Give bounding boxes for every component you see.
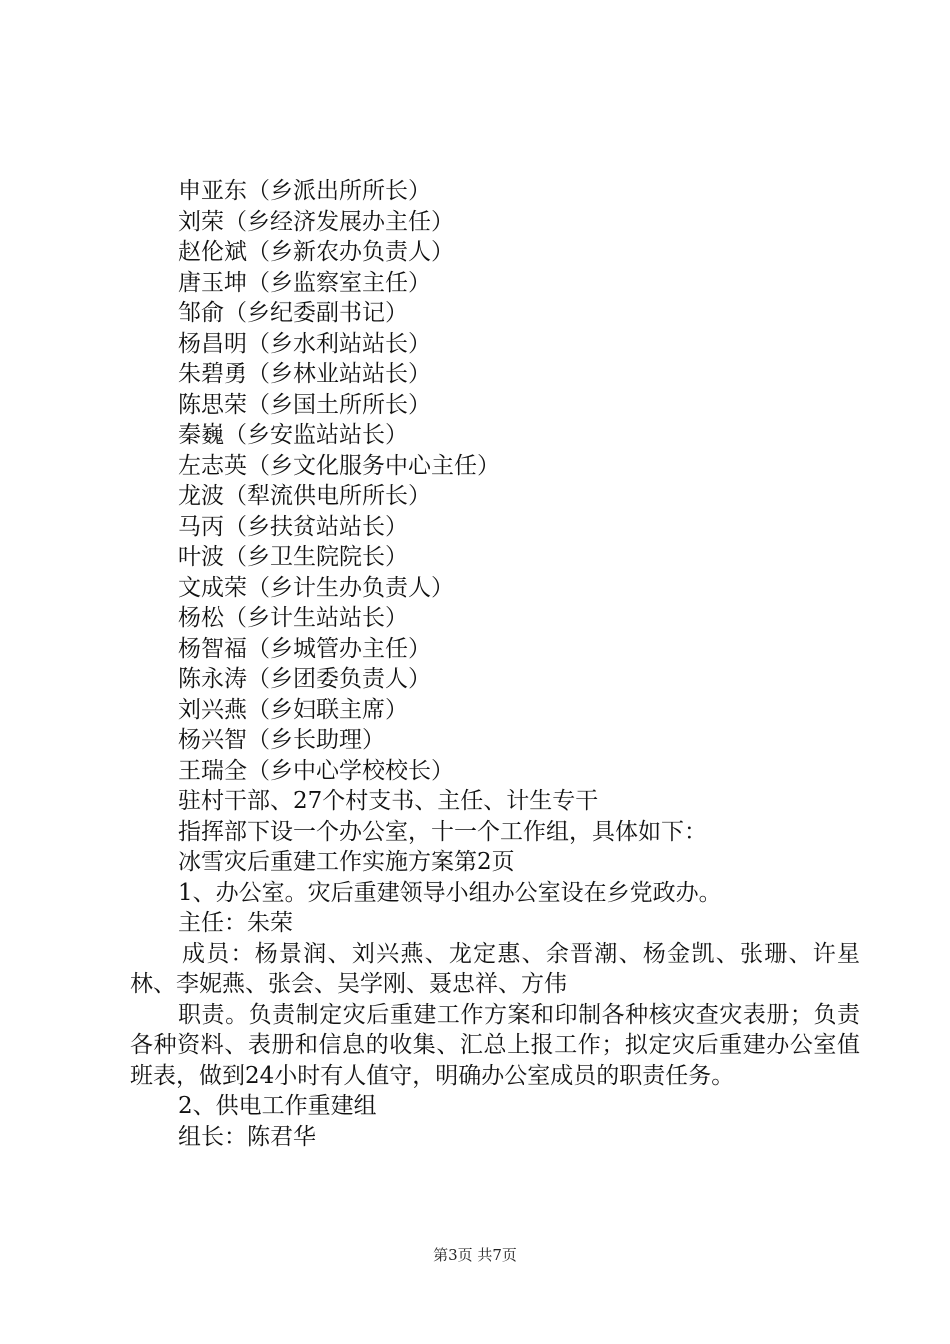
member-item: 邹俞（乡纪委副书记） [178, 300, 408, 326]
setup-line: 指挥部下设一个办公室，十一个工作组，具体如下： [178, 818, 707, 845]
member-item: 龙波（犁流供电所所长） [178, 483, 431, 509]
member-item: 刘兴燕（乡妇联主席） [178, 696, 408, 723]
office-duties-paragraph: 职责。负责制定灾后重建工作方案和印制各种核灾查灾表册；负责各种资料、表册和信息的收集、汇总上报工作；拟定灾后重建办公室值班表，做到24小时有人值守，明确办公室成员的职责任务。 [130, 1001, 860, 1089]
member-item: 王瑞全（乡中心学校校长） [178, 757, 454, 784]
office-members-paragraph: 成员：杨景润、刘兴燕、龙定惠、余晋潮、杨金凯、张珊、许星林、李妮燕、张会、吴学刚、聂忠祥、方伟 [130, 940, 860, 997]
office-heading: 1、办公室。灾后重建领导小组办公室设在乡党政办。 [178, 879, 722, 906]
member-item: 杨智福（乡城管办主任） [178, 635, 431, 662]
member-item: 左志英（乡文化服务中心主任） [178, 452, 500, 479]
member-list [130, 176, 860, 786]
member-item: 赵伦斌（乡新农办负责人） [178, 239, 454, 265]
member-item: 杨松（乡计生站站长） [178, 605, 408, 631]
doc-page-reference: 冰雪灾后重建工作实施方案第2页 [178, 849, 515, 875]
village-cadres-line: 驻村干部、27个村支书、主任、计生专干 [178, 788, 599, 814]
member-item: 文成荣（乡计生办负责人） [178, 574, 454, 601]
member-item: 陈思荣（乡国土所所长） [178, 391, 431, 418]
member-item: 朱碧勇（乡林业站站长） [178, 361, 431, 387]
member-item: 叶波（乡卫生院院长） [178, 544, 408, 570]
member-item: 唐玉坤（乡监察室主任） [178, 269, 431, 296]
power-group-leader: 组长：陈君华 [178, 1123, 316, 1150]
document-body [130, 176, 860, 1152]
member-item: 申亚东（乡派出所所长） [178, 178, 431, 204]
member-item: 杨昌明（乡水利站站长） [178, 330, 431, 357]
member-item: 杨兴智（乡长助理） [178, 727, 385, 753]
member-item: 秦巍（乡安监站站长） [178, 422, 408, 448]
power-group-heading: 2、供电工作重建组 [178, 1093, 377, 1119]
member-item: 马丙（乡扶贫站站长） [178, 513, 408, 540]
member-item: 刘荣（乡经济发展办主任） [178, 208, 454, 235]
office-director: 主任：朱荣 [178, 910, 293, 936]
member-item: 陈永涛（乡团委负责人） [178, 666, 431, 692]
page-footer: 第3页 共7页 [433, 1246, 517, 1264]
